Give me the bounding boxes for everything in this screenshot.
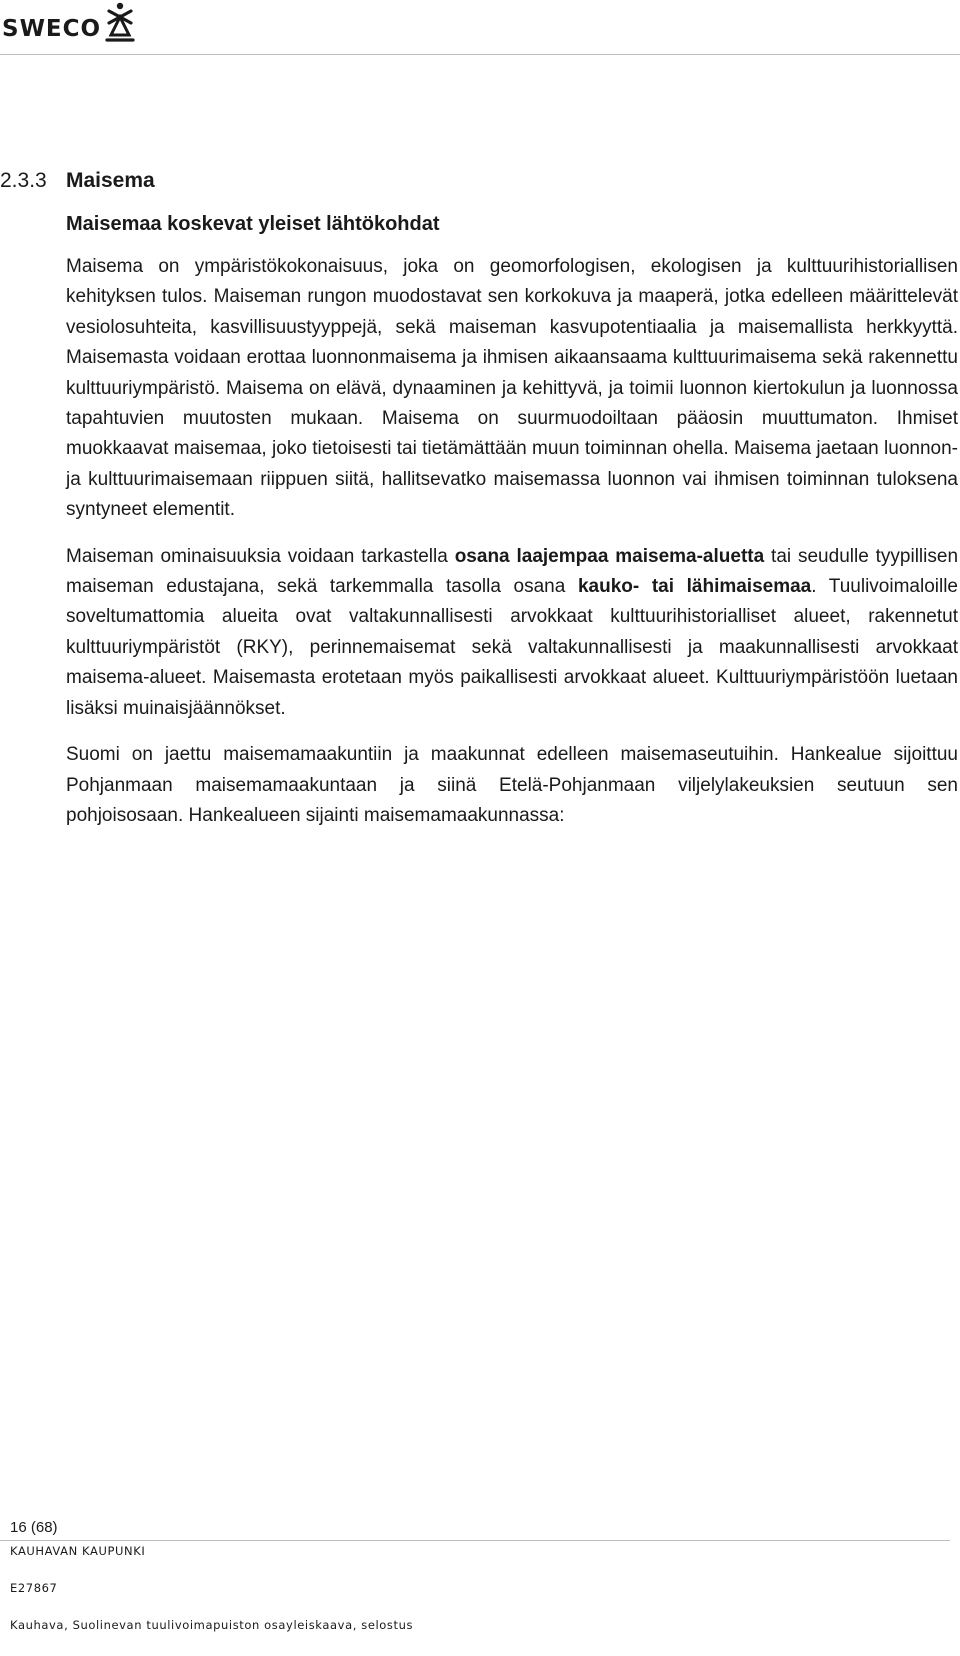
page-number: 16 (68) (10, 1519, 58, 1536)
main-content (66, 210, 958, 847)
section-title: Maisema (66, 169, 155, 192)
paragraph-2-text: . Tuulivoimaloille soveltumattomia alueita ovat valtakunnallisesti arvokkaat kulttuurihistorialliset alueet, rakennetut kulttuuriympäristöt (RKY), perinnemaisemat sekä valtakunnallisesti ja maakunnallisesti arvokkaat maisema-alueet. Maisemasta erotetaan myös paikallisesti arvokkaat alueet. Kulttuuriympäristöön luetaan lisäksi muinaisjäännökset. (66, 576, 958, 719)
paragraph-2-emphasis: osana laajempaa maisema-aluetta (454, 545, 765, 567)
footer-client: KAUHAVAN KAUPUNKI (10, 1544, 146, 1558)
sweco-logo (2, 2, 137, 44)
paragraph-2-text: tai seudulle tyypillisen maiseman edustajana, sekä tarkemmalla tasolla osana (66, 545, 959, 598)
header-divider (0, 54, 960, 55)
paragraph-2-text: Maiseman ominaisuuksia voidaan tarkastella (66, 545, 455, 567)
footer-document-title: Kauhava, Suolinevan tuulivoimapuiston osayleiskaava, selostus (10, 1618, 414, 1632)
paragraph-2-emphasis: kauko- tai lähimaisemaa (577, 576, 812, 598)
paragraph-2 (66, 542, 958, 724)
logo-text: SWECO (2, 16, 102, 42)
subheading: Maisemaa koskevat yleiset lähtökohdat (66, 213, 440, 235)
section-number: 2.3.3 (0, 169, 47, 192)
sweco-figure-icon (103, 2, 137, 44)
paragraph-1: Maisema on ympäristökokonaisuus, joka on geomorfologisen, ekologisen ja kulttuurihistoriallisen kehityksen tulos. Maiseman rungon muodostavat sen korkokuva ja maaperä, jotka edelleen määrittelevät vesiolosuhteita, kasvillisuustyyppejä, sekä maiseman kasvupotentiaalia ja maisemallista herkkyyttä. Maisemasta voidaan erottaa luonnonmaisema ja ihmisen aikaansaama kulttuurimaisema sekä rakennettu kulttuuriympäristö. Maisema on elävä, dynaaminen ja kehittyvä, ja toimii luonnon kiertokulun ja luonnossa tapahtuvien muutosten mukaan. Maisema on suurmuodoiltaan pääosin muuttumaton. Ihmiset muokkaavat maisemaa, joko tietoisesti tai tietämättään muun toiminnan ohella. Maisema jaetaan luonnon- ja kulttuurimaisemaan riippuen siitä, hallitsevatko maisemassa luonnon vai ihmisen toiminnan tuloksena syntyneet elementit. (66, 256, 958, 521)
paragraph-3: Suomi on jaettu maisemamaakuntiin ja maakunnat edelleen maisemaseutuihin. Hankealue sijoittuu Pohjanmaan maisemamaakuntaan ja siinä Etelä-Pohjanmaan viljelylakeuksien seutuun sen pohjoisosaan. Hankealueen sijainti maisemamaakunnassa: (66, 744, 958, 826)
section-heading (0, 168, 155, 194)
page-header (0, 0, 960, 56)
footer-divider (0, 1540, 950, 1541)
page-footer (10, 1518, 950, 1633)
footer-project-code: E27867 (10, 1581, 58, 1595)
